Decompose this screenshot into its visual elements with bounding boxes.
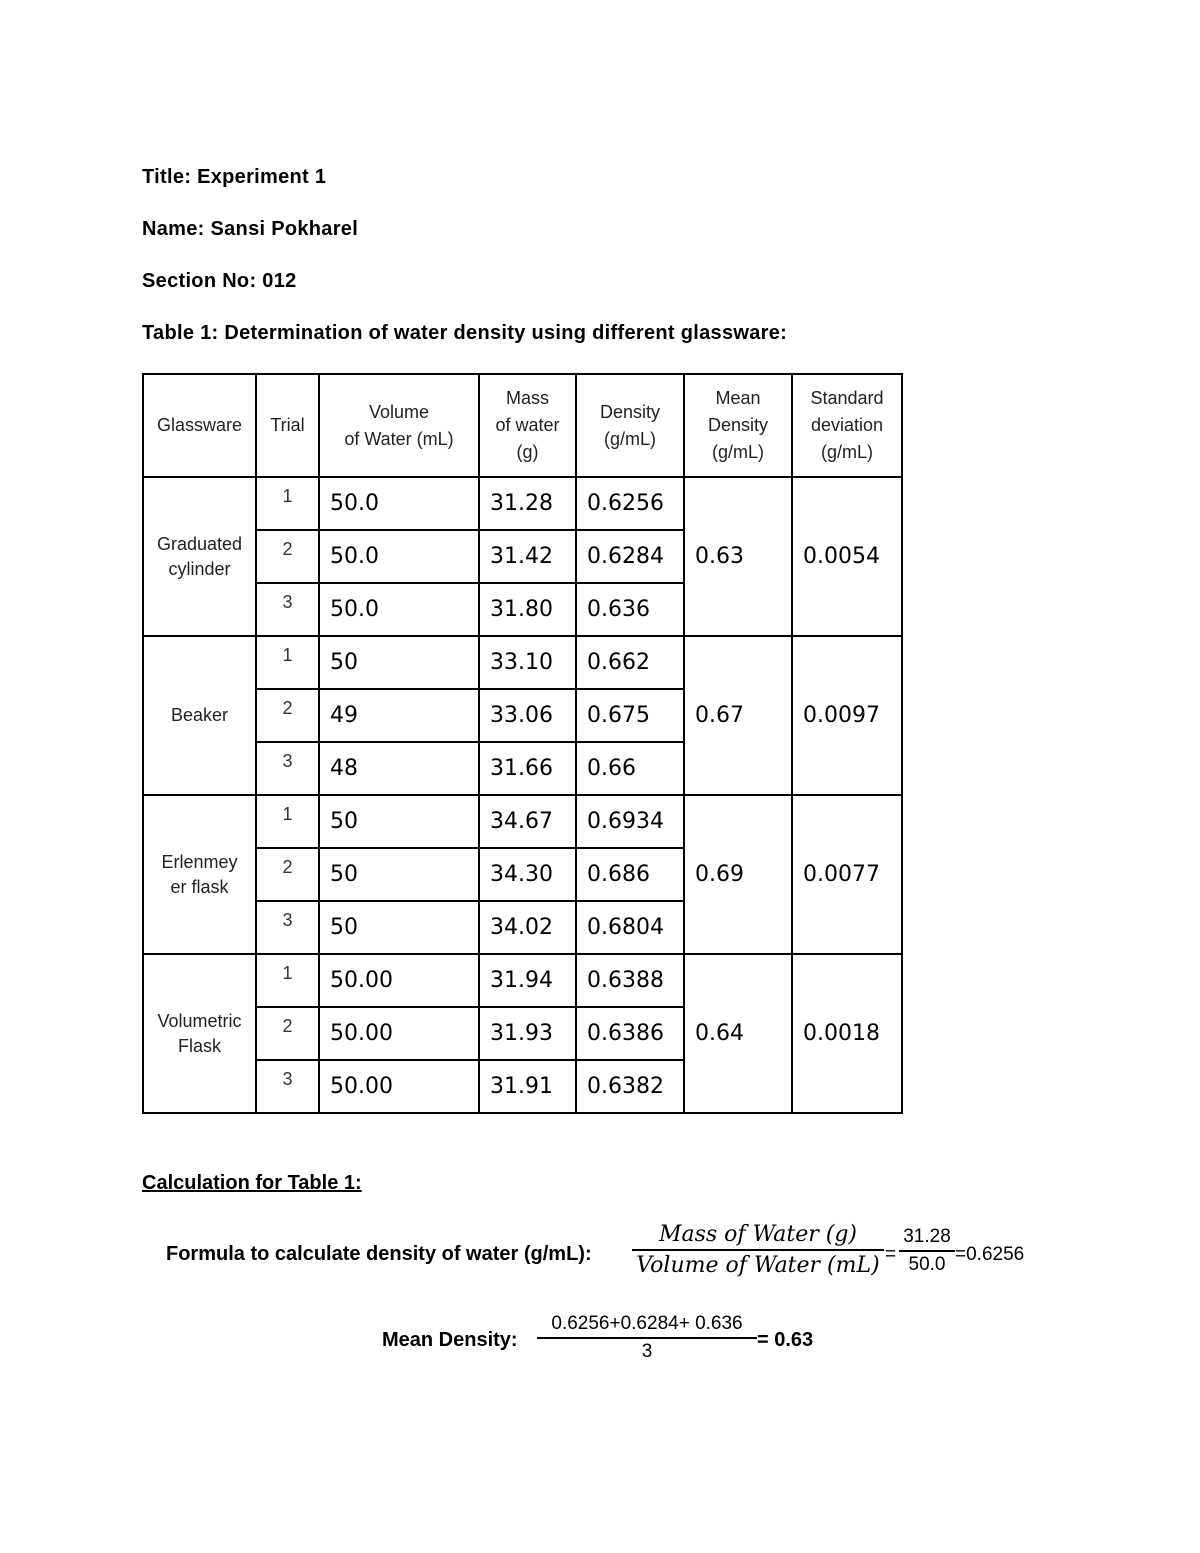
volume-cell: 50.0 [319, 477, 479, 530]
volume-cell: 50.00 [319, 954, 479, 1007]
mass-cell: 31.94 [479, 954, 576, 1007]
volume-cell: 49 [319, 689, 479, 742]
density-cell: 0.6386 [576, 1007, 684, 1060]
trial-cell: 3 [256, 1060, 319, 1113]
mean-density-cell: 0.69 [684, 795, 792, 954]
density-cell: 0.6388 [576, 954, 684, 1007]
table-row [143, 795, 902, 848]
trial-cell: 2 [256, 530, 319, 583]
mean-density-label: Mean Density: [382, 1329, 518, 1351]
mass-cell: 31.91 [479, 1060, 576, 1113]
col-header-volume: Volume of Water (mL) [319, 374, 479, 477]
density-cell: 0.636 [576, 583, 684, 636]
density-table [142, 373, 903, 1114]
formula-denominator: Volume of Water (mL) [636, 1253, 880, 1278]
mean-density-fraction [537, 1313, 757, 1363]
trial-cell: 1 [256, 795, 319, 848]
volume-cell: 48 [319, 742, 479, 795]
mass-cell: 34.67 [479, 795, 576, 848]
table-title: Table 1: Determination of water density using different glassware: [142, 322, 788, 344]
density-cell: 0.675 [576, 689, 684, 742]
col-header-density: Density (g/mL) [576, 374, 684, 477]
trial-cell: 3 [256, 901, 319, 954]
density-cell: 0.686 [576, 848, 684, 901]
trial-cell: 3 [256, 583, 319, 636]
glassware-cell: Beaker [143, 636, 256, 795]
mass-cell: 34.30 [479, 848, 576, 901]
trial-cell: 1 [256, 636, 319, 689]
example-result: =0.6256 [955, 1244, 1025, 1265]
mass-cell: 31.80 [479, 583, 576, 636]
volume-cell: 50.00 [319, 1060, 479, 1113]
mean-numerator: 0.6256+0.6284+ 0.636 [537, 1313, 757, 1339]
trial-cell: 1 [256, 954, 319, 1007]
std-deviation-cell: 0.0018 [792, 954, 902, 1113]
volume-cell: 50.0 [319, 530, 479, 583]
density-cell: 0.6382 [576, 1060, 684, 1113]
example-fraction [899, 1226, 955, 1276]
trial-cell: 1 [256, 477, 319, 530]
glassware-cell: Graduated cylinder [143, 477, 256, 636]
trial-cell: 2 [256, 689, 319, 742]
std-deviation-cell: 0.0077 [792, 795, 902, 954]
section-number: Section No: 012 [142, 270, 297, 292]
glassware-cell: Erlenmey er flask [143, 795, 256, 954]
std-deviation-cell: 0.0097 [792, 636, 902, 795]
mass-cell: 31.42 [479, 530, 576, 583]
mean-denominator: 3 [641, 1341, 653, 1362]
table-row [143, 636, 902, 689]
example-denominator: 50.0 [908, 1254, 946, 1275]
col-header-std-deviation: Standard deviation (g/mL) [792, 374, 902, 477]
student-name: Name: Sansi Pokharel [142, 218, 359, 240]
volume-cell: 50 [319, 901, 479, 954]
mean-result: = 0.63 [757, 1329, 814, 1351]
trial-cell: 3 [256, 742, 319, 795]
density-cell: 0.6934 [576, 795, 684, 848]
volume-cell: 50 [319, 636, 479, 689]
density-cell: 0.6256 [576, 477, 684, 530]
density-cell: 0.66 [576, 742, 684, 795]
col-header-glassware: Glassware [143, 374, 256, 477]
trial-cell: 2 [256, 848, 319, 901]
equals-sign: = [885, 1244, 897, 1265]
mass-cell: 33.06 [479, 689, 576, 742]
formula-numerator: Mass of Water (g) [632, 1222, 884, 1251]
table-row [143, 477, 902, 530]
formula-label: Formula to calculate density of water (g/mL): [166, 1243, 592, 1265]
col-header-mean-density: Mean Density (g/mL) [684, 374, 792, 477]
mass-cell: 33.10 [479, 636, 576, 689]
table-header-row [143, 374, 902, 477]
col-header-trial: Trial [256, 374, 319, 477]
mass-cell: 31.28 [479, 477, 576, 530]
volume-cell: 50 [319, 848, 479, 901]
glassware-cell: Volumetric Flask [143, 954, 256, 1113]
volume-cell: 50.00 [319, 1007, 479, 1060]
table-row [143, 954, 902, 1007]
volume-cell: 50.0 [319, 583, 479, 636]
mean-density-cell: 0.64 [684, 954, 792, 1113]
density-cell: 0.6804 [576, 901, 684, 954]
col-header-mass: Mass of water (g) [479, 374, 576, 477]
volume-cell: 50 [319, 795, 479, 848]
density-formula-fraction [632, 1222, 884, 1278]
example-numerator: 31.28 [899, 1226, 955, 1252]
document-title: Title: Experiment 1 [142, 166, 327, 188]
mass-cell: 34.02 [479, 901, 576, 954]
mass-cell: 31.66 [479, 742, 576, 795]
mean-density-cell: 0.67 [684, 636, 792, 795]
calculation-heading: Calculation for Table 1: [142, 1172, 362, 1194]
trial-cell: 2 [256, 1007, 319, 1060]
density-cell: 0.662 [576, 636, 684, 689]
density-cell: 0.6284 [576, 530, 684, 583]
std-deviation-cell: 0.0054 [792, 477, 902, 636]
mass-cell: 31.93 [479, 1007, 576, 1060]
mean-density-cell: 0.63 [684, 477, 792, 636]
